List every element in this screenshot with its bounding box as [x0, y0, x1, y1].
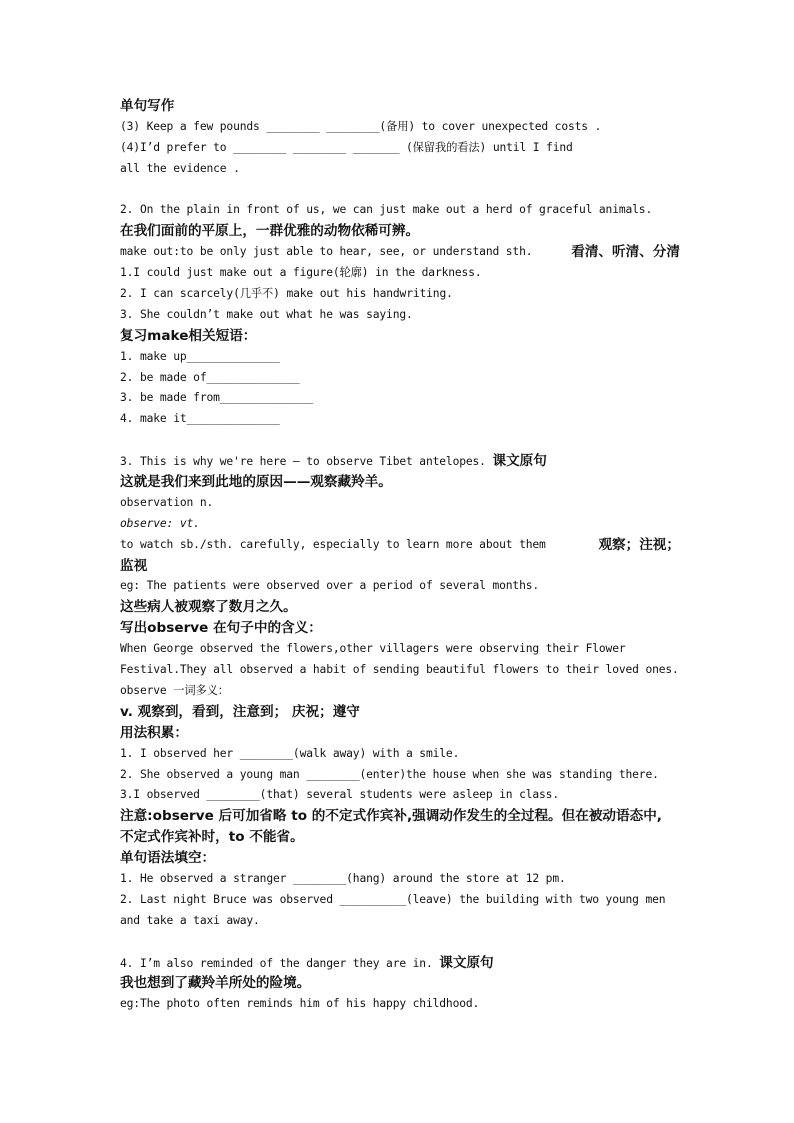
polysemy-label: observe 一词多义：	[120, 683, 229, 697]
definition-line	[120, 242, 680, 263]
key-sentence: 3. This is why we're here — to observe Tibet antelopes.	[120, 455, 486, 469]
document-page	[120, 96, 680, 1015]
passage-line: When George observed the flowers,other villagers were observing their Flower	[120, 642, 626, 656]
translation: 我也想到了藏羚羊所处的险境。	[120, 975, 311, 992]
spacer	[120, 932, 680, 953]
polysemy-heading	[120, 681, 680, 702]
phrase-line: 3. be made from______________	[120, 391, 313, 405]
definition-cn: 看清、听清、分清	[571, 244, 680, 261]
source-label: 课文原句	[492, 453, 547, 470]
example-line: 1.I could just make out a figure(轮廓) in the darkness.	[120, 266, 482, 280]
definition-cn: 观察；注视；	[598, 536, 680, 553]
example-translation: 这些病人被观察了数月之久。	[120, 599, 297, 616]
note-line: 注意:observe 后可加省略 to 的不定式作宾补,强调动作发生的全过程。但在被动语态中,	[120, 808, 662, 825]
definition: make out:to be only just able to hear, see, or understand sth.	[120, 245, 533, 259]
usage-heading: 用法积累：	[120, 724, 188, 741]
grammar-line: 2. Last night Bruce was observed __________(leave) the building with two young men	[120, 892, 666, 906]
example-line: eg:The photo often reminds him of his happy childhood.	[120, 997, 480, 1011]
key-sentence-line	[120, 953, 680, 974]
phrase-line: 2. be made of______________	[120, 370, 300, 384]
grammar-heading: 单句语法填空：	[120, 850, 216, 867]
key-sentence: 4. I’m also reminded of the danger they are in.	[120, 956, 433, 970]
section-title-sentence-writing: 单句写作	[120, 98, 175, 114]
definition-cn-cont: 监视	[120, 557, 148, 574]
usage-line: 2. She observed a young man ________(enter)the house when she was standing there.	[120, 767, 659, 781]
definition: to watch sb./sth. carefully, especially to learn more about them	[120, 537, 546, 551]
translation: 在我们面前的平原上，一群优雅的动物依稀可辨。	[120, 223, 420, 240]
passage-line: Festival.They all observed a habit of sending beautiful flowers to their loved ones.	[120, 663, 679, 677]
spacer	[120, 430, 680, 451]
source-label: 课文原句	[439, 954, 494, 971]
example-line: eg: The patients were observed over a period of several months.	[120, 579, 540, 593]
usage-line: 3.I observed ________(that) several students were asleep in class.	[120, 788, 559, 802]
exercise-line: (4)I’d prefer to ________ ________ _______ (保留我的看法) until I find	[120, 140, 573, 154]
review-heading: 复习make相关短语：	[120, 327, 257, 344]
meaning-heading: 写出observe 在句子中的含义：	[120, 620, 322, 637]
usage-line: 1. I observed her ________(walk away) with a smile.	[120, 746, 460, 760]
word-form: observation n.	[120, 495, 214, 509]
note-line: 不定式作宾补时，to 不能省。	[120, 829, 304, 846]
grammar-line: and take a taxi away.	[120, 913, 260, 927]
exercise-line: (3) Keep a few pounds ________ ________(备用) to cover unexpected costs .	[120, 119, 602, 133]
translation: 这就是我们来到此地的原因——观察藏羚羊。	[120, 474, 392, 491]
phrase-line: 4. make it______________	[120, 412, 280, 426]
example-line: 3. She couldn’t make out what he was saying.	[120, 307, 413, 321]
key-sentence-line	[120, 451, 680, 472]
phrase-line: 1. make up______________	[120, 349, 280, 363]
definition-line	[120, 535, 680, 556]
example-line: 2. I can scarcely(几乎不) make out his handwriting.	[120, 287, 453, 301]
key-sentence: 2. On the plain in front of us, we can just make out a herd of graceful animals.	[120, 203, 653, 217]
spacer	[120, 180, 680, 201]
polysemy-meanings: v. 观察到，看到，注意到； 庆祝；遵守	[120, 703, 360, 720]
exercise-line: all the evidence .	[120, 161, 240, 175]
word-form: observe: vt.	[120, 516, 200, 530]
grammar-line: 1. He observed a stranger ________(hang) around the store at 12 pm.	[120, 871, 566, 885]
